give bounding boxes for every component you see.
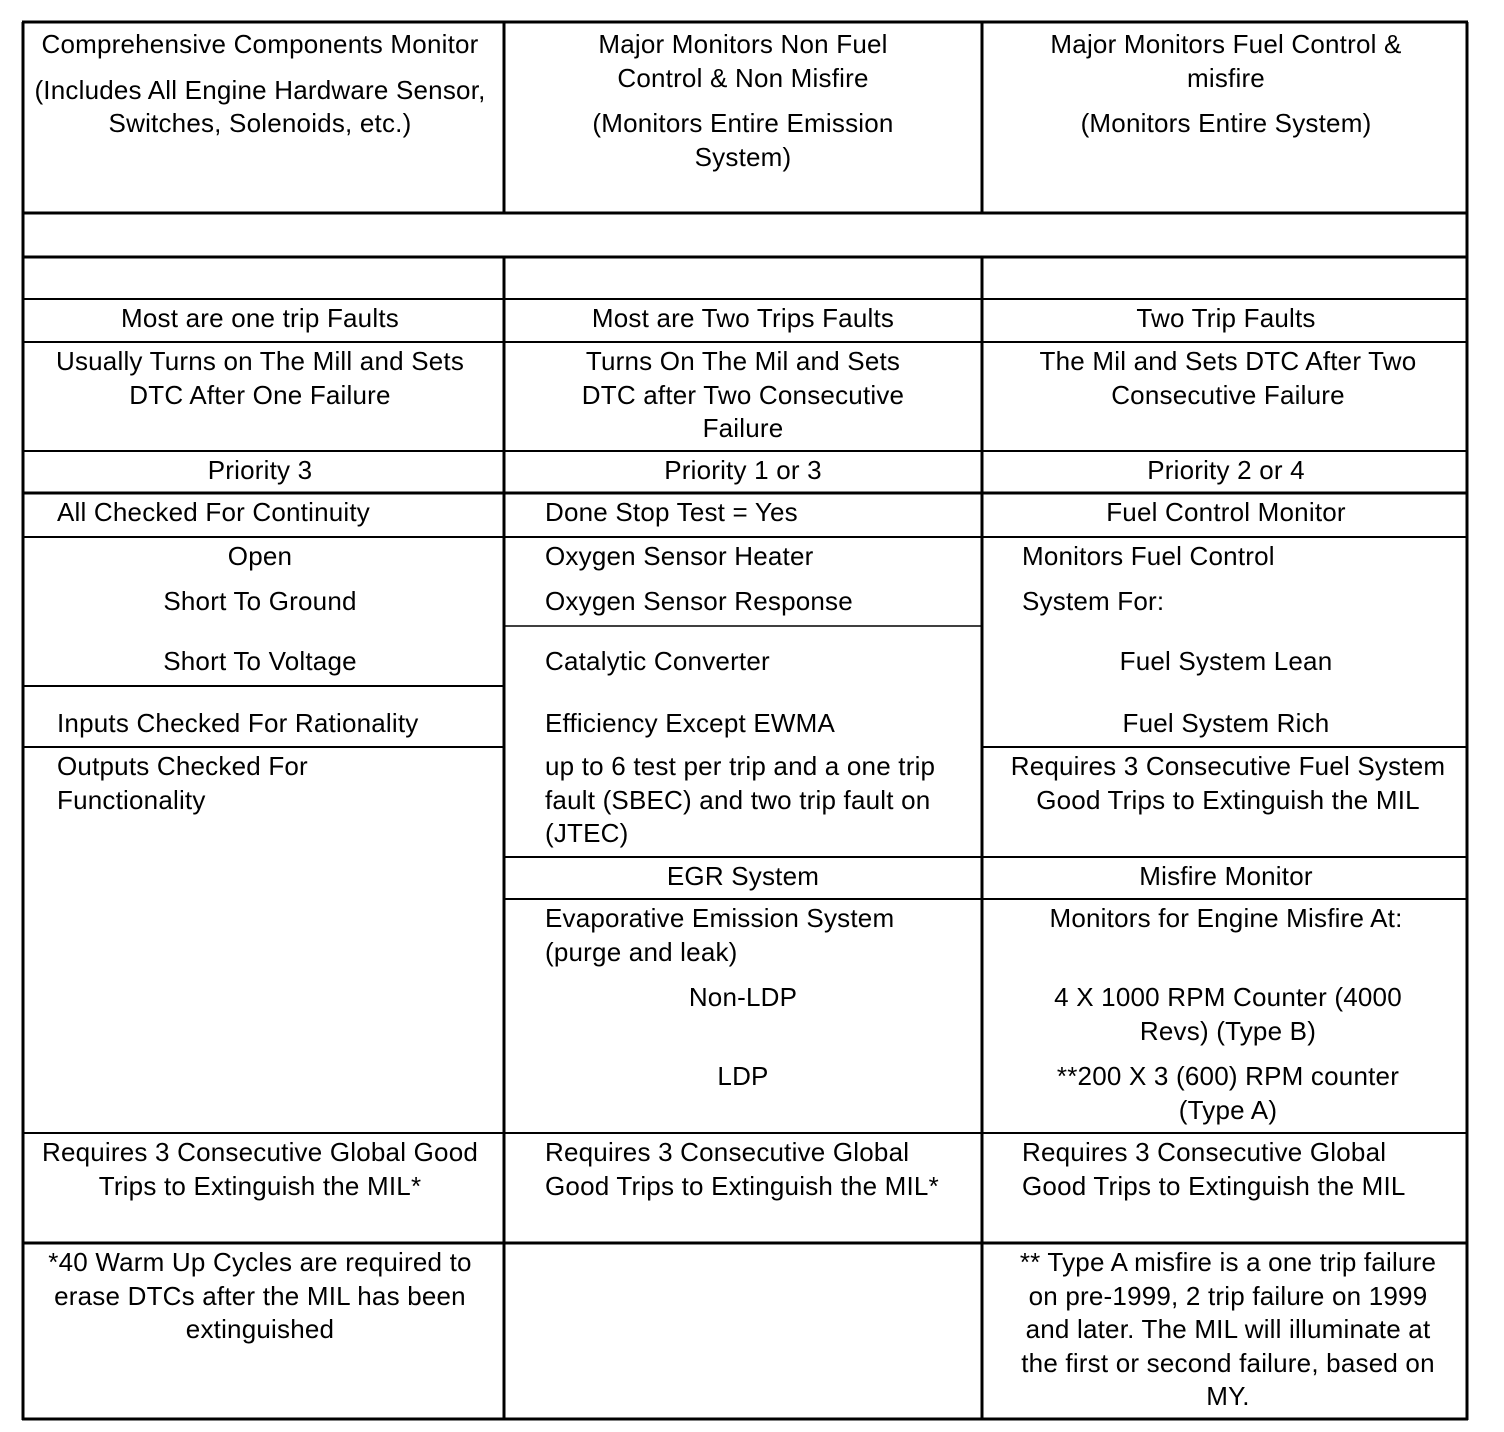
col1-short-voltage: Short To Voltage (163, 646, 357, 676)
col2-evap: Evaporative Emission System (purge and leak) (545, 903, 895, 967)
col3-counter-b: 4 X 1000 RPM Counter (4000 Revs) (Type B) (1054, 982, 1402, 1046)
col2-tests: up to 6 test per trip and a one trip fault (SBEC) and two trip fault on (JTEC) (545, 751, 936, 848)
col3-rich: Fuel System Rich (1122, 708, 1330, 738)
col2-o2-response: Oxygen Sensor Response (545, 586, 853, 616)
header-col2 (514, 28, 972, 174)
col3-fuel-requires: Requires 3 Consecutive Fuel System Good Trips to Extinguish the MIL (1010, 751, 1446, 815)
mil-col1: Usually Turns on The Mill and Sets DTC After One Failure (55, 346, 465, 410)
priority-col1: Priority 3 (207, 455, 313, 485)
col3-fuel-monitor: Fuel Control Monitor (1106, 497, 1346, 527)
header-col1-subtitle: (Includes All Engine Hardware Sensor, Switches, Solenoids, etc.) (34, 74, 486, 138)
header-col2-subtitle: (Monitors Entire Emission System) (592, 108, 894, 172)
header-col1-title: Comprehensive Components Monitor (41, 29, 479, 59)
col3-system-for: System For: (1022, 586, 1165, 616)
priority-col3: Priority 2 or 4 (1147, 455, 1305, 485)
faults-col2: Most are Two Trips Faults (591, 303, 895, 333)
col1-open: Open (227, 541, 293, 571)
col3-requires: Requires 3 Consecutive Global Good Trips to Extinguish the MIL (1022, 1137, 1406, 1201)
mil-col2: Turns On The Mil and Sets DTC after Two Consecutive Failure (581, 346, 905, 443)
mil-col3: The Mil and Sets DTC After Two Consecutive Failure (1039, 346, 1417, 410)
col3-footnote: ** Type A misfire is a one trip failure on pre-1999, 2 trip failure on 1999 and later. The MIL will illuminate at the first or second failure, based on MY. (1019, 1247, 1437, 1411)
col3-misfire-at: Monitors for Engine Misfire At: (1049, 903, 1403, 933)
col2-egr: EGR System (666, 861, 820, 891)
col2-ldp: LDP (717, 1061, 769, 1091)
col2-requires: Requires 3 Consecutive Global Good Trips to Extinguish the MIL* (545, 1137, 939, 1201)
header-col3 (992, 28, 1460, 141)
header-col1 (30, 28, 490, 141)
faults-col1: Most are one trip Faults (121, 303, 399, 333)
col2-catalytic: Catalytic Converter (545, 646, 770, 676)
col1-inputs: Inputs Checked For Rationality (57, 708, 419, 738)
header-col3-subtitle: (Monitors Entire System) (1080, 108, 1372, 138)
col3-misfire-monitor: Misfire Monitor (1139, 861, 1313, 891)
col2-efficiency: Efficiency Except EWMA (545, 708, 836, 738)
col1-outputs: Outputs Checked For Functionality (57, 751, 308, 815)
col2-done-stop: Done Stop Test = Yes (545, 497, 798, 527)
header-col3-title: Major Monitors Fuel Control & misfire (1050, 29, 1402, 93)
col1-short-ground: Short To Ground (163, 586, 357, 616)
priority-col2: Priority 1 or 3 (664, 455, 822, 485)
header-col2-title: Major Monitors Non Fuel Control & Non Misfire (598, 29, 888, 93)
col3-lean: Fuel System Lean (1119, 646, 1333, 676)
col1-footnote: *40 Warm Up Cycles are required to erase DTCs after the MIL has been extinguished (48, 1247, 472, 1344)
col3-counter-a: **200 X 3 (600) RPM counter (Type A) (1056, 1061, 1400, 1125)
col2-non-ldp: Non-LDP (688, 982, 798, 1012)
col1-requires: Requires 3 Consecutive Global Good Trips to Extinguish the MIL* (41, 1137, 479, 1201)
faults-col3: Two Trip Faults (1136, 303, 1316, 333)
col1-continuity: All Checked For Continuity (57, 497, 370, 527)
col2-o2-heater: Oxygen Sensor Heater (545, 541, 814, 571)
col3-monitors-fuel: Monitors Fuel Control (1022, 541, 1275, 571)
